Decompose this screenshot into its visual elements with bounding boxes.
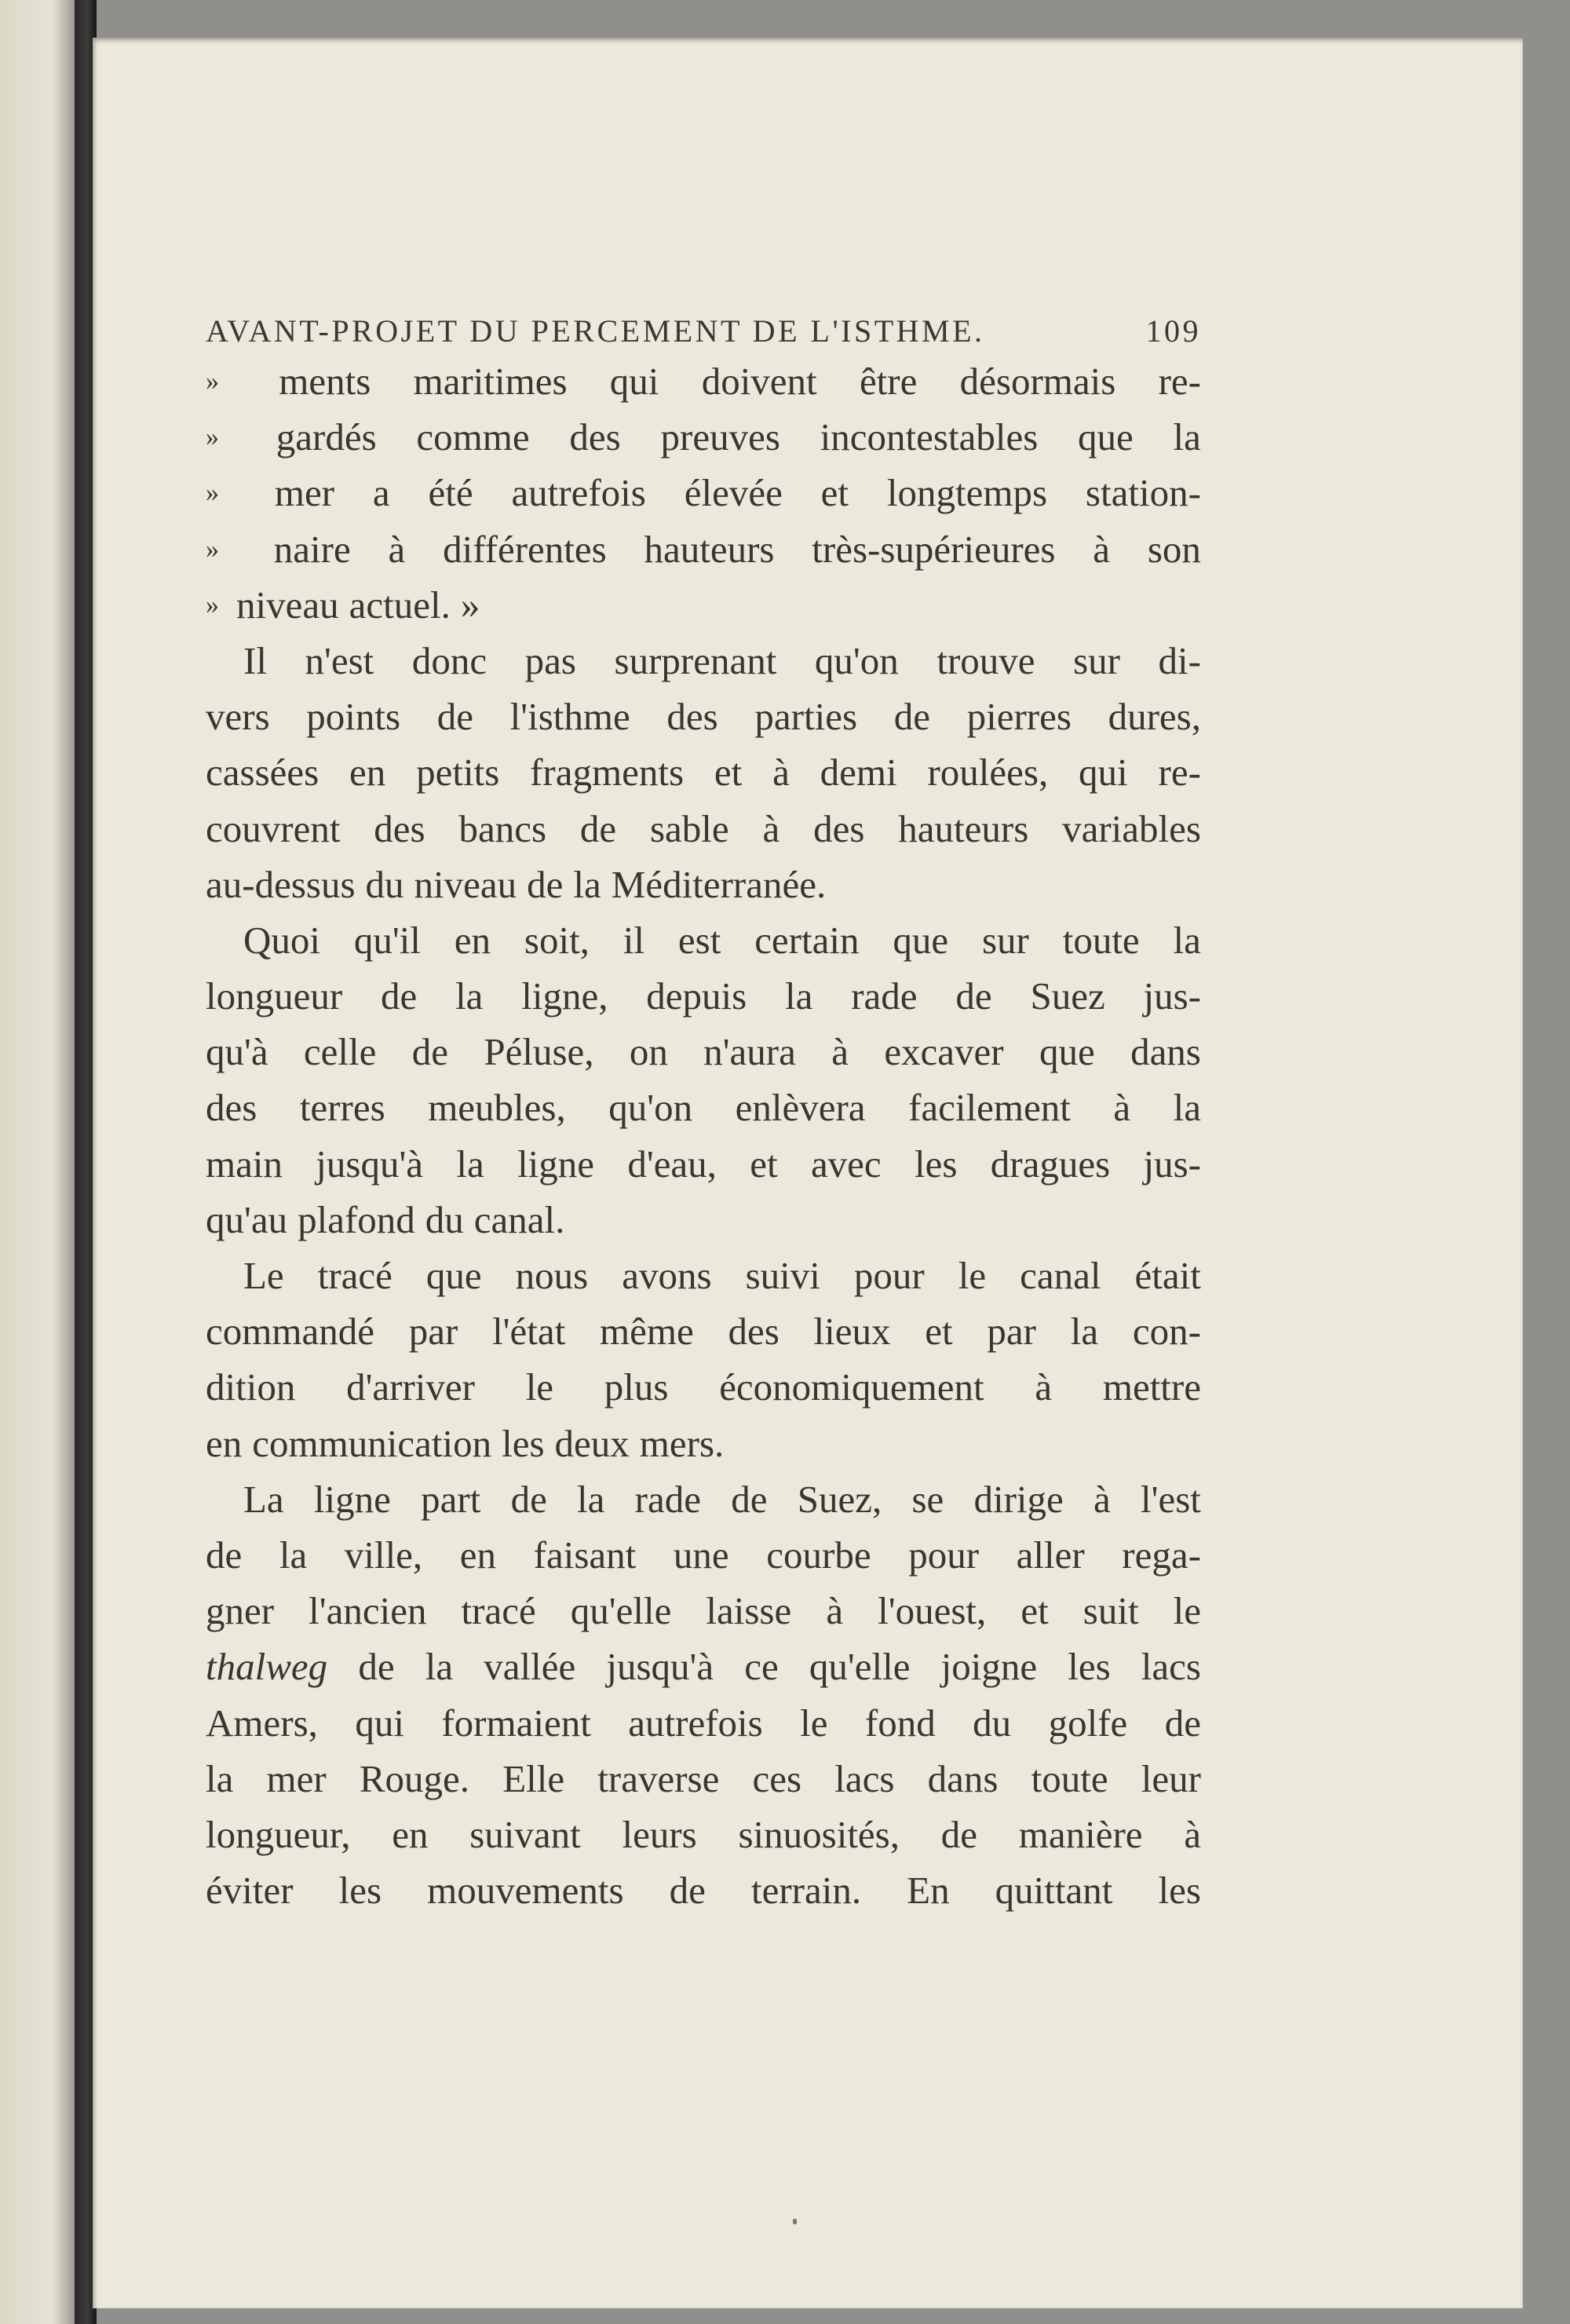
text-line: longueur, en suivant leurs sinuosités, de manière à [206,1812,1201,1856]
text-line: de la ville, en faisant une courbe pour aller rega- [206,1533,1201,1577]
text-line: des terres meubles, qu'on enlèvera facilement à la [206,1086,1201,1130]
text-line: qu'à celle de Péluse, on n'aura à excaver que dans [206,1030,1201,1074]
text-line: au-dessus du niveau de la Méditerranée. [206,862,827,906]
text-line: dition d'arriver le plus économiquement à mettre [206,1365,1201,1409]
text-line: longueur de la ligne, depuis la rade de Suez jus- [206,974,1201,1018]
text-line: Amers, qui formaient autrefois le fond du golfe de [206,1701,1201,1745]
text-line: Quoi qu'il en soit, il est certain que sur toute la [243,918,1201,962]
text-line: qu'au plafond du canal. [206,1197,565,1241]
page-speck [793,2219,797,2224]
text-line: éviter les mouvements de terrain. En quittant les [206,1869,1201,1913]
text-line: en communication les deux mers. [206,1421,725,1465]
body-text [206,353,1201,1918]
text-line: commandé par l'état même des lieux et par la con- [206,1310,1201,1354]
text-line: gner l'ancien tracé qu'elle laisse à l'ouest, et suit le [206,1589,1201,1633]
page-number: 109 [1145,313,1201,349]
text-line: » mer a été autrefois élevée et longtemps station- [206,465,1201,521]
page-text [206,309,1201,1918]
text-line: La ligne part de la rade de Suez, se dirige à l'est [243,1477,1201,1521]
text-line: couvrent des bancs de sable à des hauteurs variables [206,806,1201,850]
text-line: Le tracé que nous avons suivi pour le canal était [243,1254,1201,1297]
text-line: thalweg de la vallée jusqu'à ce qu'elle joigne les lacs [206,1645,1201,1689]
running-head-title: AVANT-PROJET DU PERCEMENT DE L'ISTHME. [206,313,985,349]
text-line: la mer Rouge. Elle traverse ces lacs dans toute leur [206,1756,1201,1800]
text-line: cassées en petits fragments et à demi roulées, qui re- [206,751,1201,795]
text-line: Il n'est donc pas surprenant qu'on trouve sur di- [243,638,1201,682]
text-line: » niveau actuel. » [206,577,1201,633]
text-line: » gardés comme des preuves incontestables que la [206,409,1201,465]
text-line: » ments maritimes qui doivent être désormais re- [206,353,1201,409]
running-head [206,309,1201,353]
text-line: » naire à différentes hauteurs très-supérieures à son [206,521,1201,577]
text-line: vers points de l'isthme des parties de pierres dures, [206,695,1201,739]
previous-page-edge [0,0,75,2324]
text-line: main jusqu'à la ligne d'eau, et avec les dragues jus- [206,1142,1201,1186]
